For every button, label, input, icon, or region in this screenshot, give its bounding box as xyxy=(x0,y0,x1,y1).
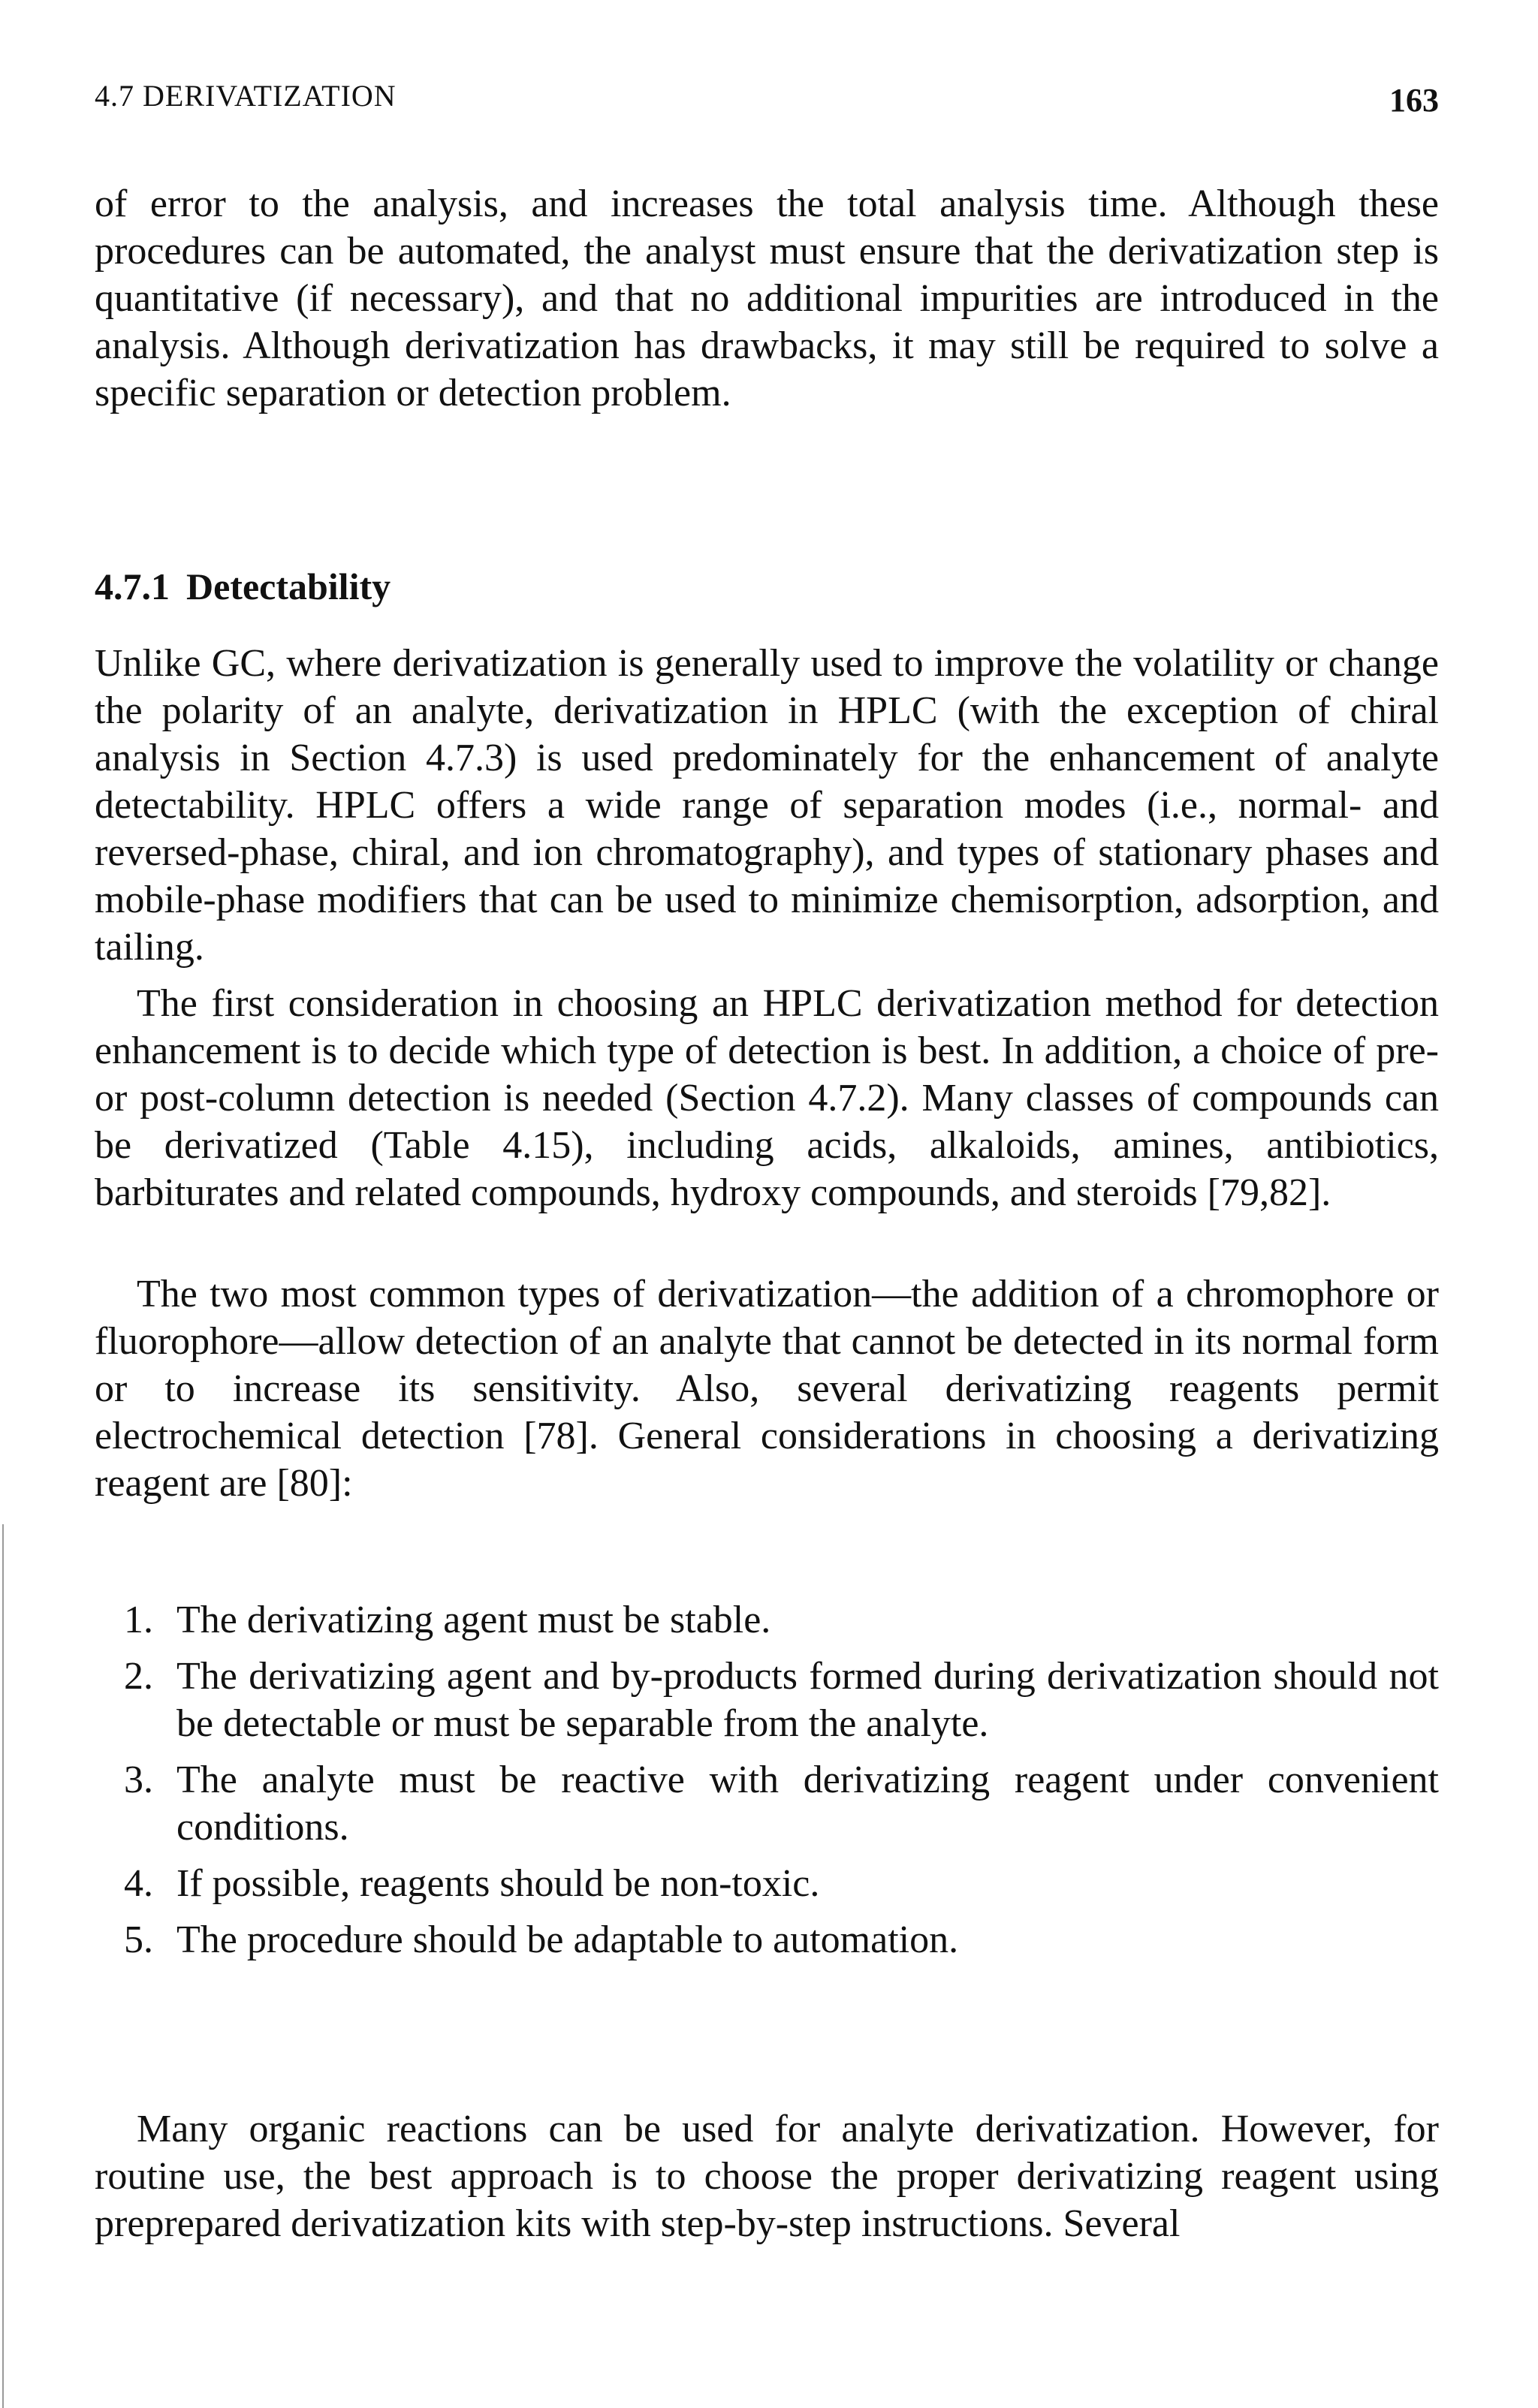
list-item xyxy=(124,1860,1439,1907)
paragraph-derivatization-types: The two most common types of derivatization—the addition of a chromophore or fluorophore—allow detection of an analyte that cannot be detected in its normal form or to increase its sensitivity. Also, several derivatizing reagents permit electrochemical detection [78]. General considerations in choosing a derivatizing reagent are [80]: xyxy=(95,1273,1439,1505)
list-item xyxy=(124,1756,1439,1851)
paragraph-consideration: The first consideration in choosing an HPLC derivatization method for detection enhancement is to decide which type of detection is best. In addition, a choice of pre- or post-column detection is needed (Section 4.7.2). Many classes of compounds can be derivatized (Table 4.15), including acids, alkaloids, amines, antibiotics, barbiturates and related compounds, hydroxy compounds, and steroids [79,82]. xyxy=(95,982,1439,1214)
list-item xyxy=(124,1653,1439,1747)
list-item xyxy=(124,1916,1439,1963)
list-item-number: 2. xyxy=(124,1655,153,1698)
list-item-number: 1. xyxy=(124,1599,153,1641)
list-item-text: The analyte must be reactive with derivatizing reagent under convenient conditions. xyxy=(176,1759,1439,1849)
paragraph-organic-reactions: Many organic reactions can be used for analyte derivatization. However, for routine use, the best approach is to choose the proper derivatizing reagent using preprepared derivatization kits with step-by-step instructions. Several xyxy=(95,2108,1439,2245)
list-item-number: 3. xyxy=(124,1759,153,1801)
section-heading xyxy=(95,565,391,608)
list-item-text: The derivatizing agent must be stable. xyxy=(176,1599,771,1641)
section-number: 4.7.1 xyxy=(95,565,170,607)
list-item-text: The derivatizing agent and by-products formed during derivatization should not be detectable or must be separable from the analyte. xyxy=(176,1655,1439,1745)
requirements-list xyxy=(124,1596,1439,1973)
scan-edge-line xyxy=(2,1524,4,2408)
paragraph-intro: of error to the analysis, and increases the total analysis time. Although these procedures can be automated, the analyst must ensure that the derivatization step is quantitative (if necessary), and that no additional impurities are introduced in the analysis. Although derivatization has drawbacks, it may still be required to solve a specific separation or detection problem. xyxy=(95,182,1439,414)
list-item-number: 5. xyxy=(124,1918,153,1961)
list-item xyxy=(124,1596,1439,1644)
section-title: Detectability xyxy=(186,565,391,607)
list-item-text: If possible, reagents should be non-toxic. xyxy=(176,1862,820,1905)
paragraph-detectability: Unlike GC, where derivatization is generally used to improve the volatility or change the polarity of an analyte, derivatization in HPLC (with the exception of chiral analysis in Section 4.7.3) is used predominately for the enhancement of analyte detectability. HPLC offers a wide range of separation modes (i.e., normal- and reversed-phase, chiral, and ion chromatography), and types of stationary phases and mobile-phase modifiers that can be used to minimize chemisorption, adsorption, and tailing. xyxy=(95,642,1439,969)
list-item-text: The procedure should be adaptable to automation. xyxy=(176,1918,959,1961)
page-number: 163 xyxy=(1389,82,1439,119)
list-item-number: 4. xyxy=(124,1862,153,1905)
running-head xyxy=(95,78,1439,131)
running-title: 4.7 DERIVATIZATION xyxy=(95,79,397,113)
